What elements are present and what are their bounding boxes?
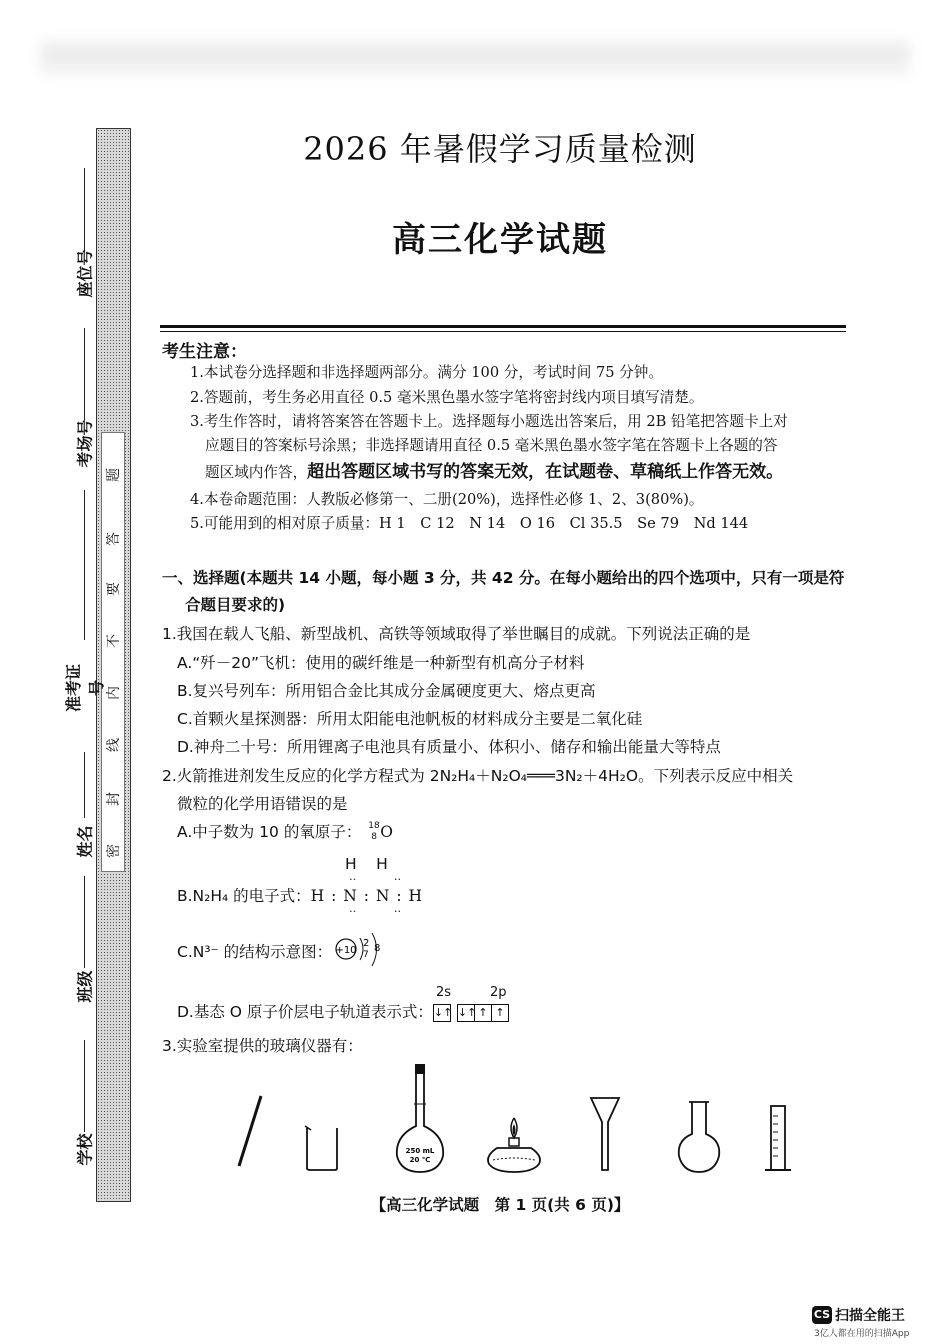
option-d-text: D.基态 O 原子价层电子轨道表示式： <box>177 1003 433 1021</box>
subject-title: 高三化学试题 <box>392 220 608 260</box>
flask-temp-label: 20 ℃ <box>409 1156 431 1164</box>
ticket-field-line <box>84 490 85 640</box>
flask-volume-label: 250 mL <box>405 1147 435 1155</box>
volumetric-flask-icon <box>397 1064 443 1172</box>
notice-line <box>205 457 783 482</box>
question-stem: 微粒的化学用语错误的是 <box>177 795 348 813</box>
option-d <box>177 1000 509 1022</box>
exam-room-label: 考场号 <box>75 419 95 468</box>
glass-rod-icon <box>239 1096 261 1166</box>
header-rule <box>160 325 846 328</box>
question-stem: 1.我国在载人飞船、新型战机、高铁等领域取得了举世瞩目的成就。下列说法正确的是 <box>162 625 751 643</box>
class-field-line <box>84 876 85 968</box>
seal-char: 封 <box>106 792 122 806</box>
ticket-number-label: 准考证号 <box>64 663 106 712</box>
option-c: C.首颗火星探测器：所用太阳能电池帆板的材料成分主要是二氧化硅 <box>177 710 643 728</box>
option-d: D.神舟二十号：所用锂离子电池具有质量小、体积小、储存和输出能量大等特点 <box>177 738 721 756</box>
question-stem: 2.火箭推进剂发生反应的化学方程式为 2N₂H₄＋N₂O₄═══3N₂＋4H₂O。下列表示反应中相关 <box>162 767 794 785</box>
scanner-logo-name: 扫描全能王 <box>835 1307 905 1324</box>
option-b-text: B.N₂H₄ 的电子式： <box>177 887 311 905</box>
atomic-mass-line: 5.可能用到的相对原子质量：H 1 C 12 N 14 O 16 Cl 35.5 Se 79 Nd 144 <box>190 515 749 532</box>
option-c <box>177 940 332 962</box>
shell-electrons: 7 <box>363 950 369 960</box>
question-stem: 3.实验室提供的玻璃仪器有： <box>162 1037 363 1055</box>
orbital-box: ↑ <box>492 1004 509 1022</box>
seal-char: 题 <box>106 468 122 482</box>
orbital-box: ↓↑ <box>457 1004 475 1022</box>
round-flask-icon <box>679 1102 719 1172</box>
atomic-number: 8 <box>371 831 378 842</box>
nuclide-notation <box>366 820 380 843</box>
seal-char: 密 <box>106 844 122 858</box>
room-field-line <box>84 328 85 420</box>
seal-char: 内 <box>106 686 122 700</box>
notice-line: 4.本卷命题范围：人教版必修第一、二册(20%)，选择性必修 1、2、3(80%)。 <box>190 491 704 508</box>
nucleus-charge: +10 <box>335 945 357 956</box>
orbital-label-2s: 2s <box>436 985 452 1000</box>
scan-shadow <box>40 40 910 76</box>
name-label: 姓名 <box>75 825 95 858</box>
scanner-logo-tagline: 3亿人都在用的扫描App <box>814 1329 910 1339</box>
shell-electrons: 2 <box>363 938 370 949</box>
notice-plain: 题区域内作答， <box>205 464 308 481</box>
alcohol-lamp-icon <box>488 1118 540 1172</box>
school-label: 学校 <box>75 1133 95 1166</box>
funnel-icon <box>591 1098 619 1170</box>
scanner-logo <box>812 1304 905 1325</box>
option-a: A.“歼－20”飞机：使用的碳纤维是一种新型有机高分子材料 <box>177 654 585 672</box>
option-c-text: C.N³⁻ 的结构示意图： <box>177 943 333 961</box>
orbital-box: ↑ <box>475 1004 492 1022</box>
notice-warning: 超出答题区域书写的答案无效，在试题卷、草稿纸上作答无效。 <box>307 462 784 482</box>
header-rule-thin <box>160 331 846 332</box>
notice-heading: 考生注意： <box>162 342 247 362</box>
notice-line: 应题目的答案标号涂黑；非选择题请用直径 0.5 毫米黑色墨水签字笔在答题卡上各题的答 <box>205 437 778 454</box>
orbital-box: ↓↑ <box>433 1004 451 1022</box>
seal-char: 答 <box>106 532 122 546</box>
option-b: B.复兴号列车：所用铝合金比其成分金属硬度更大、熔点更高 <box>177 682 596 700</box>
page-footer: 【高三化学试题 第 1 页(共 6 页)】 <box>370 1196 630 1214</box>
electron-formula: H : N : N : H <box>310 887 424 905</box>
scanner-logo-badge: CS <box>812 1306 832 1324</box>
school-field-line <box>84 1040 85 1132</box>
notice-line: 2.答题前，考生务必用直径 0.5 毫米黑色墨水签字笔将密封线内项目填写清楚。 <box>190 389 704 406</box>
seal-char: 要 <box>106 582 122 596</box>
element-symbol: O <box>380 823 393 841</box>
name-field-line <box>84 752 85 818</box>
notice-line: 1.本试卷分选择题和非选择题两部分。满分 100 分，考试时间 75 分钟。 <box>190 364 663 381</box>
seal-char: 不 <box>106 634 122 648</box>
option-a <box>177 820 393 843</box>
option-a-text: A.中子数为 10 的氧原子： <box>177 823 362 841</box>
electron-dots: ‥ ‥ <box>349 902 419 915</box>
glassware-illustration <box>225 1060 825 1180</box>
electron-formula-top: H H <box>345 855 390 873</box>
exam-title: 2026 年暑假学习质量检测 <box>303 130 697 168</box>
section-heading: 一、选择题(本题共 14 小题，每小题 3 分，共 42 分。在每小题给出的四个选项中，只有一项是符 <box>162 569 845 587</box>
shell-electrons: 8 <box>374 943 381 954</box>
mass-number: 18 <box>368 820 380 831</box>
seal-text-box <box>101 432 125 872</box>
seat-number-label: 座位号 <box>75 249 95 298</box>
orbital-label-2p: 2p <box>490 985 507 1000</box>
graduated-cylinder-icon <box>765 1106 791 1170</box>
atom-structure-diagram <box>333 930 393 970</box>
class-label: 班级 <box>75 970 95 1003</box>
electron-dots: ‥ ‥ <box>349 870 419 883</box>
beaker-icon <box>305 1126 337 1170</box>
section-heading: 合题目要求的) <box>185 596 286 614</box>
notice-line: 3.考生作答时，请将答案答在答题卡上。选择题每小题选出答案后，用 2B 铅笔把答题卡上对 <box>190 413 788 430</box>
seal-char: 线 <box>106 738 122 752</box>
